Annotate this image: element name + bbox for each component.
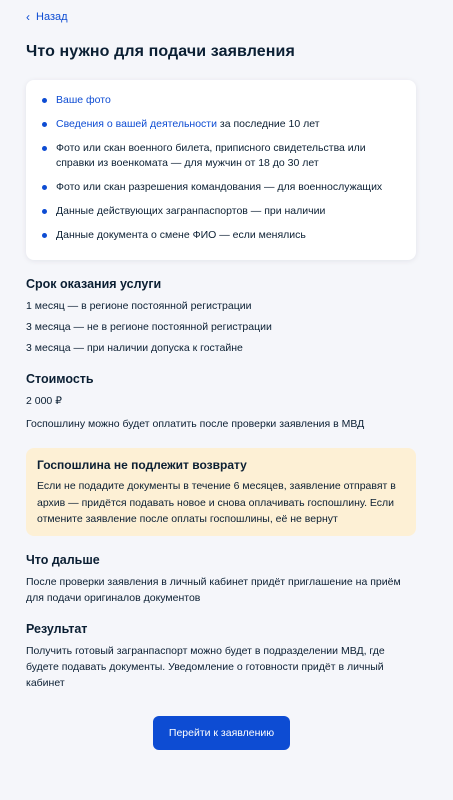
term-line-3: 3 месяца — при наличии допуска к гостайне xyxy=(26,342,243,354)
bullet-icon xyxy=(42,233,47,238)
back-label: Назад xyxy=(36,11,68,23)
result-body: Получить готовый загранпаспорт можно будет в подразделении МВД, где будете подавать документы. Уведомление о готовности придёт в личный кабинет xyxy=(26,645,385,689)
page-title: Что нужно для подачи заявления xyxy=(26,43,295,60)
activity-info-link[interactable]: Сведения о вашей деятельности xyxy=(56,118,217,130)
requirement-text: Фото или скан разрешения командования — для военнослужащих xyxy=(56,181,383,193)
requirement-item-photo xyxy=(40,93,402,108)
activity-period-text: за последние 10 лет xyxy=(216,118,320,130)
back-link[interactable] xyxy=(26,11,68,23)
next-heading: Что дальше xyxy=(26,553,100,567)
requirement-item-military-id xyxy=(40,141,402,171)
requirement-text: Фото или скан военного билета, приписного свидетельства или справки из военкомата — для мужчин от 18 до 30 лет xyxy=(56,142,366,169)
refund-warning xyxy=(26,448,416,536)
requirement-text: Данные документа о смене ФИО — если менялись xyxy=(56,229,306,241)
photo-link[interactable]: Ваше фото xyxy=(56,94,111,106)
bullet-icon xyxy=(42,122,47,127)
result-heading: Результат xyxy=(26,622,88,636)
requirements-card xyxy=(26,80,416,260)
bullet-icon xyxy=(42,146,47,151)
requirement-item-command-permission xyxy=(40,180,402,195)
term-line-1: 1 месяц — в регионе постоянной регистрации xyxy=(26,300,252,312)
bullet-icon xyxy=(42,185,47,190)
cost-note: Госпошлину можно будет оплатить после проверки заявления в МВД xyxy=(26,418,365,430)
requirements-list xyxy=(40,93,402,243)
term-line-2: 3 месяца — не в регионе постоянной регистрации xyxy=(26,321,272,333)
cost-amount: 2 000 ₽ xyxy=(26,395,62,407)
requirement-item-activity xyxy=(40,117,402,132)
cost-heading: Стоимость xyxy=(26,372,94,386)
next-body: После проверки заявления в личный кабинет придёт приглашение на приём для подачи оригиналов документов xyxy=(26,576,401,604)
go-to-application-button[interactable]: Перейти к заявлению xyxy=(153,716,290,750)
warning-body: Если не подадите документы в течение 6 месяцев, заявление отправят в архив — придётся подавать новое и снова оплачивать госпошлину. Если отмените заявление после оплаты госпошлины, её не вернут xyxy=(37,480,396,525)
chevron-left-icon: ‹ xyxy=(26,10,30,24)
requirement-item-name-change xyxy=(40,228,402,243)
requirement-text: Данные действующих загранпаспортов — при наличии xyxy=(56,205,326,217)
warning-heading: Госпошлина не подлежит возврату xyxy=(37,458,247,472)
bullet-icon xyxy=(42,98,47,103)
term-heading: Срок оказания услуги xyxy=(26,277,162,291)
bullet-icon xyxy=(42,209,47,214)
requirement-item-passports xyxy=(40,204,402,219)
